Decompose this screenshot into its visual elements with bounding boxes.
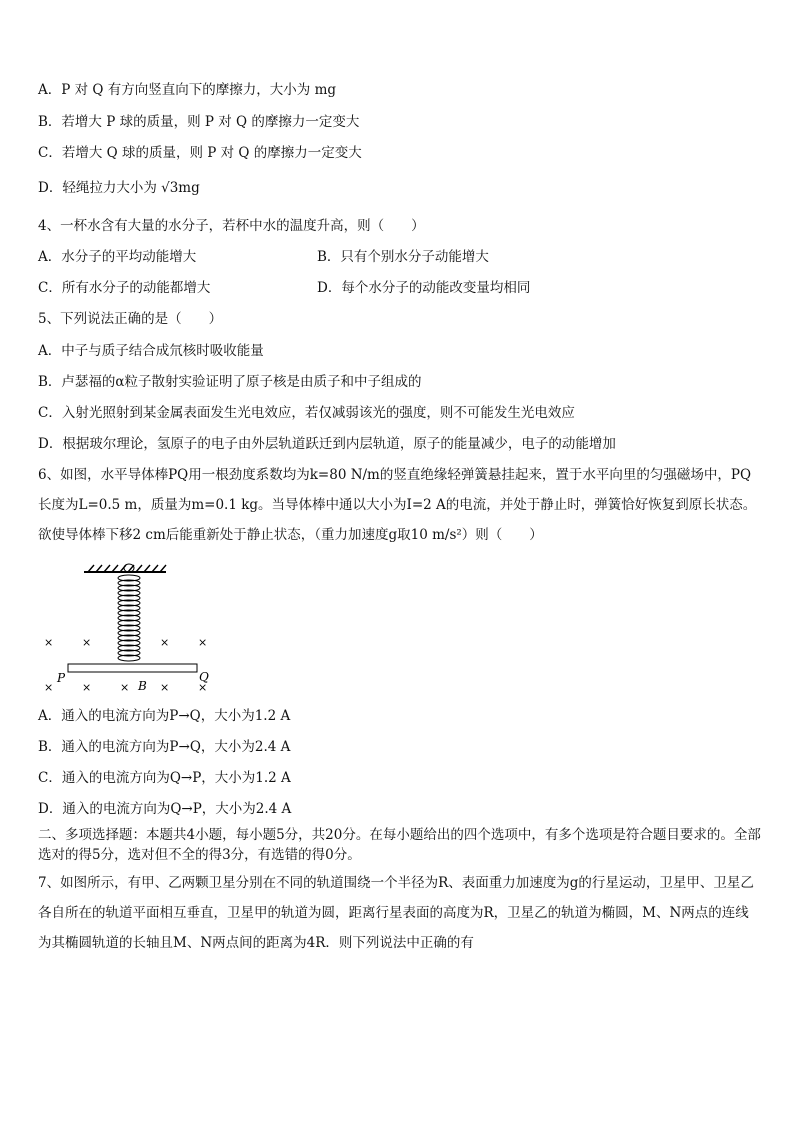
field-cross: ×	[198, 636, 208, 649]
q3-option-a: A．P 对 Q 有方向竖直向下的摩擦力，大小为 mg	[38, 82, 337, 98]
q4-stem: 4、一杯水含有大量的水分子，若杯中水的温度升高，则（ ）	[38, 218, 425, 234]
q3-option-d: D．轻绳拉力大小为 √3mg	[38, 180, 200, 196]
label-q: Q	[199, 670, 209, 684]
q5-option-c: C．入射光照射到某金属表面发生光电效应，若仅减弱该光的强度，则不可能发生光电效应	[38, 405, 575, 421]
q5-stem: 5、下列说法正确的是（ ）	[38, 311, 223, 327]
ceiling-hatch	[88, 565, 166, 572]
field-cross: ×	[120, 681, 130, 694]
field-cross: ×	[160, 681, 170, 694]
q7-stem: 7、如图所示，有甲、乙两颗卫星分别在不同的轨道围绕一个半径为R、表面重力加速度为g的行星运动，卫星甲、卫星乙各自所在的轨道平面相互垂直，卫星甲的轨道为圆，距离行星表面的高度为R，卫星乙的轨道为椭圆，M、N两点的连线为其椭圆轨道的长轴且M、N两点间的距离为4R．则下列说法中正确的有	[38, 875, 754, 951]
q4-option-a: A．水分子的平均动能增大	[38, 249, 197, 265]
q6-figure	[40, 560, 220, 700]
q4-option-d: D．每个水分子的动能改变量均相同	[317, 280, 531, 296]
q3-option-c: C．若增大 Q 球的质量，则 P 对 Q 的摩擦力一定变大	[38, 145, 362, 161]
q6-option-c: C．通入的电流方向为Q→P，大小为1.2 A	[38, 770, 291, 786]
field-cross: ×	[44, 681, 54, 694]
q3-option-b: B．若增大 P 球的质量，则 P 对 Q 的摩擦力一定变大	[38, 114, 360, 130]
field-cross: ×	[82, 681, 92, 694]
spring	[118, 564, 140, 661]
field-cross: ×	[44, 636, 54, 649]
field-cross: ×	[160, 636, 170, 649]
label-b: B	[138, 679, 147, 693]
q5-option-d: D．根据玻尔理论，氢原子的电子由外层轨道跃迁到内层轨道，原子的能量减少，电子的动能增加	[38, 436, 616, 452]
q6-option-a: A．通入的电流方向为P→Q，大小为1.2 A	[38, 708, 291, 724]
q6-option-b: B．通入的电流方向为P→Q，大小为2.4 A	[38, 739, 291, 755]
label-p: P	[57, 671, 66, 685]
q4-option-c: C．所有水分子的动能都增大	[38, 280, 211, 296]
section-2-heading: 二、多项选择题：本题共4小题，每小题5分，共20分。在每小题给出的四个选项中，有多个选项是符合题目要求的。全部选对的得5分，选对但不全的得3分，有选错的得0分。	[38, 827, 761, 863]
q5-option-a: A．中子与质子结合成氘核时吸收能量	[38, 343, 264, 359]
q5-option-b: B．卢瑟福的α粒子散射实验证明了原子核是由质子和中子组成的	[38, 374, 422, 390]
conductor-rod	[68, 664, 197, 672]
q6-stem: 6、如图，水平导体棒PQ用一根劲度系数均为k=80 N/m的竖直绝缘轻弹簧悬挂起来，置于水平向里的匀强磁场中，PQ长度为L=0.5 m，质量为m=0.1 kg。当导体棒中通以大小为I=2 A的电流，并处于静止时，弹簧恰好恢复到原长状态。欲使导体棒下移2 cm后能重新处于静止状态，（重力加速度g取10 m/s²）则（ ）	[38, 467, 757, 543]
q6-option-d: D．通入的电流方向为Q→P，大小为2.4 A	[38, 801, 292, 817]
field-cross: ×	[198, 681, 208, 694]
q4-option-b: B．只有个别水分子动能增大	[317, 249, 489, 265]
field-cross: ×	[82, 636, 92, 649]
